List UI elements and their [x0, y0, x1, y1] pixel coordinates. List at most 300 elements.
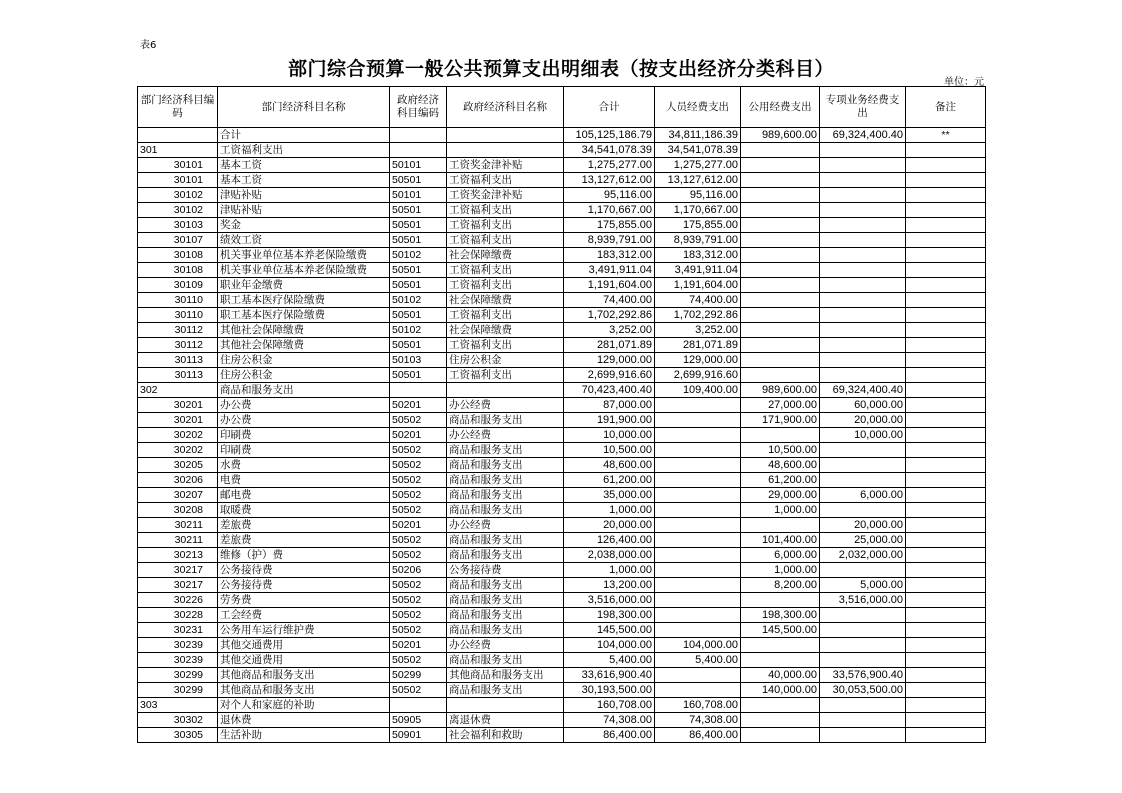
- header-personnel: 人员经费支出: [655, 87, 741, 128]
- cell-dept-name: 商品和服务支出: [218, 383, 390, 398]
- cell-dept-name: 印刷费: [218, 443, 390, 458]
- cell-gov-code: [390, 128, 447, 143]
- cell-dept-name: 机关事业单位基本养老保险缴费: [218, 263, 390, 278]
- cell-gov-code: 50502: [390, 533, 447, 548]
- cell-public: [741, 248, 820, 263]
- cell-total: 35,000.00: [564, 488, 655, 503]
- cell-dept-name: 机关事业单位基本养老保险缴费: [218, 248, 390, 263]
- cell-dept-code: 30108: [138, 263, 218, 278]
- cell-dept-code: 30112: [138, 338, 218, 353]
- cell-public: [741, 713, 820, 728]
- cell-personnel: [655, 518, 741, 533]
- cell-dept-code: 30208: [138, 503, 218, 518]
- cell-total: 30,193,500.00: [564, 683, 655, 698]
- cell-dept-code: 30217: [138, 563, 218, 578]
- cell-note: [906, 638, 986, 653]
- cell-dept-name: 住房公积金: [218, 353, 390, 368]
- cell-special: [820, 503, 906, 518]
- cell-public: [741, 143, 820, 158]
- header-total: 合计: [564, 87, 655, 128]
- cell-public: 29,000.00: [741, 488, 820, 503]
- cell-gov-name: 商品和服务支出: [447, 683, 564, 698]
- header-gov-name: 政府经济科目名称: [447, 87, 564, 128]
- cell-gov-code: 50102: [390, 293, 447, 308]
- cell-dept-name: 退休费: [218, 713, 390, 728]
- cell-dept-code: 30102: [138, 188, 218, 203]
- cell-public: 989,600.00: [741, 383, 820, 398]
- table-row: [138, 443, 986, 458]
- cell-total: 1,170,667.00: [564, 203, 655, 218]
- cell-total: 145,500.00: [564, 623, 655, 638]
- cell-gov-name: 商品和服务支出: [447, 458, 564, 473]
- table-row: [138, 458, 986, 473]
- cell-special: [820, 713, 906, 728]
- table-row: [138, 713, 986, 728]
- cell-gov-code: 50502: [390, 548, 447, 563]
- cell-dept-name: 邮电费: [218, 488, 390, 503]
- cell-note: [906, 398, 986, 413]
- cell-special: 3,516,000.00: [820, 593, 906, 608]
- cell-dept-code: 30110: [138, 293, 218, 308]
- cell-dept-code: 30239: [138, 638, 218, 653]
- cell-dept-code: 30299: [138, 683, 218, 698]
- cell-dept-code: 30109: [138, 278, 218, 293]
- cell-note: [906, 458, 986, 473]
- cell-public: [741, 173, 820, 188]
- cell-special: [820, 353, 906, 368]
- cell-gov-code: 50502: [390, 473, 447, 488]
- cell-gov-code: 50102: [390, 248, 447, 263]
- cell-dept-code: 30202: [138, 428, 218, 443]
- cell-note: [906, 563, 986, 578]
- cell-total: 20,000.00: [564, 518, 655, 533]
- cell-total: 13,127,612.00: [564, 173, 655, 188]
- table-row: [138, 563, 986, 578]
- cell-total: 175,855.00: [564, 218, 655, 233]
- cell-note: [906, 593, 986, 608]
- cell-note: [906, 353, 986, 368]
- cell-note: [906, 383, 986, 398]
- cell-public: 61,200.00: [741, 473, 820, 488]
- cell-gov-code: 50103: [390, 353, 447, 368]
- cell-total: 183,312.00: [564, 248, 655, 263]
- cell-public: [741, 593, 820, 608]
- cell-dept-name: 水费: [218, 458, 390, 473]
- cell-personnel: 1,191,604.00: [655, 278, 741, 293]
- cell-personnel: 13,127,612.00: [655, 173, 741, 188]
- cell-personnel: 34,811,186.39: [655, 128, 741, 143]
- cell-special: 20,000.00: [820, 413, 906, 428]
- cell-total: 198,300.00: [564, 608, 655, 623]
- table-row: [138, 578, 986, 593]
- table-row: [138, 368, 986, 383]
- cell-gov-code: 50905: [390, 713, 447, 728]
- cell-dept-name: 公务用车运行维护费: [218, 623, 390, 638]
- cell-dept-name: 公务接待费: [218, 578, 390, 593]
- cell-dept-code: [138, 128, 218, 143]
- cell-total: 105,125,186.79: [564, 128, 655, 143]
- cell-public: [741, 428, 820, 443]
- cell-dept-name: 职工基本医疗保险缴费: [218, 308, 390, 323]
- cell-dept-code: 30205: [138, 458, 218, 473]
- cell-special: [820, 203, 906, 218]
- cell-gov-code: 50502: [390, 608, 447, 623]
- cell-gov-code: 50501: [390, 203, 447, 218]
- cell-public: [741, 323, 820, 338]
- cell-note: [906, 293, 986, 308]
- cell-dept-code: 30201: [138, 413, 218, 428]
- cell-gov-name: 工资福利支出: [447, 368, 564, 383]
- table-row: [138, 203, 986, 218]
- cell-gov-name: 工资福利支出: [447, 173, 564, 188]
- cell-note: [906, 203, 986, 218]
- cell-gov-name: 工资福利支出: [447, 263, 564, 278]
- cell-note: [906, 158, 986, 173]
- cell-personnel: [655, 623, 741, 638]
- cell-dept-name: 维修（护）费: [218, 548, 390, 563]
- cell-total: 8,939,791.00: [564, 233, 655, 248]
- cell-dept-code: 30211: [138, 518, 218, 533]
- cell-special: [820, 728, 906, 743]
- table-row: [138, 593, 986, 608]
- cell-personnel: [655, 473, 741, 488]
- cell-note: [906, 623, 986, 638]
- cell-public: [741, 653, 820, 668]
- cell-total: 70,423,400.40: [564, 383, 655, 398]
- cell-dept-name: 对个人和家庭的补助: [218, 698, 390, 713]
- cell-gov-name: 工资福利支出: [447, 203, 564, 218]
- cell-note: [906, 233, 986, 248]
- cell-total: 1,702,292.86: [564, 308, 655, 323]
- table-row: [138, 218, 986, 233]
- cell-dept-code: 30231: [138, 623, 218, 638]
- cell-note: [906, 608, 986, 623]
- cell-dept-name: 合计: [218, 128, 390, 143]
- cell-note: [906, 443, 986, 458]
- cell-gov-code: 50501: [390, 173, 447, 188]
- cell-dept-code: 30103: [138, 218, 218, 233]
- cell-special: [820, 698, 906, 713]
- cell-note: [906, 548, 986, 563]
- cell-dept-code: 30226: [138, 593, 218, 608]
- cell-gov-name: [447, 128, 564, 143]
- cell-note: [906, 503, 986, 518]
- cell-dept-code: 30202: [138, 443, 218, 458]
- cell-gov-name: 办公经费: [447, 638, 564, 653]
- cell-personnel: 2,699,916.60: [655, 368, 741, 383]
- cell-gov-name: 离退休费: [447, 713, 564, 728]
- cell-gov-name: 商品和服务支出: [447, 503, 564, 518]
- cell-total: 160,708.00: [564, 698, 655, 713]
- cell-special: [820, 608, 906, 623]
- cell-special: [820, 473, 906, 488]
- cell-note: [906, 533, 986, 548]
- cell-public: [741, 638, 820, 653]
- cell-dept-name: 取暖费: [218, 503, 390, 518]
- cell-total: 74,308.00: [564, 713, 655, 728]
- cell-special: [820, 623, 906, 638]
- cell-dept-name: 工资福利支出: [218, 143, 390, 158]
- table-row: [138, 338, 986, 353]
- table-row: [138, 728, 986, 743]
- cell-special: [820, 248, 906, 263]
- cell-note: [906, 668, 986, 683]
- cell-note: [906, 713, 986, 728]
- cell-dept-name: 公务接待费: [218, 563, 390, 578]
- table-row: [138, 653, 986, 668]
- cell-gov-name: 工资福利支出: [447, 308, 564, 323]
- cell-total: 61,200.00: [564, 473, 655, 488]
- cell-special: [820, 368, 906, 383]
- cell-gov-name: [447, 383, 564, 398]
- unit-label: 单位：元: [944, 77, 984, 88]
- cell-gov-code: 50201: [390, 398, 447, 413]
- cell-special: 6,000.00: [820, 488, 906, 503]
- cell-dept-code: 30107: [138, 233, 218, 248]
- cell-dept-code: 30217: [138, 578, 218, 593]
- cell-personnel: [655, 488, 741, 503]
- cell-gov-name: 办公经费: [447, 428, 564, 443]
- cell-gov-name: 工资奖金津补贴: [447, 188, 564, 203]
- cell-total: 74,400.00: [564, 293, 655, 308]
- cell-total: 10,500.00: [564, 443, 655, 458]
- cell-dept-name: 差旅费: [218, 533, 390, 548]
- cell-gov-code: 50501: [390, 263, 447, 278]
- cell-total: 1,000.00: [564, 563, 655, 578]
- cell-gov-code: 50206: [390, 563, 447, 578]
- cell-gov-code: 50502: [390, 683, 447, 698]
- cell-note: [906, 143, 986, 158]
- cell-public: [741, 218, 820, 233]
- cell-gov-name: 商品和服务支出: [447, 578, 564, 593]
- cell-gov-code: 50101: [390, 188, 447, 203]
- cell-dept-name: 劳务费: [218, 593, 390, 608]
- cell-gov-code: [390, 143, 447, 158]
- cell-gov-name: 工资福利支出: [447, 278, 564, 293]
- cell-note: **: [906, 128, 986, 143]
- cell-total: 191,900.00: [564, 413, 655, 428]
- cell-special: [820, 338, 906, 353]
- cell-public: [741, 233, 820, 248]
- cell-gov-code: 50201: [390, 428, 447, 443]
- table-row: [138, 398, 986, 413]
- cell-personnel: 3,252.00: [655, 323, 741, 338]
- cell-note: [906, 413, 986, 428]
- cell-total: 129,000.00: [564, 353, 655, 368]
- cell-dept-name: 差旅费: [218, 518, 390, 533]
- cell-gov-code: 50101: [390, 158, 447, 173]
- cell-gov-code: 50502: [390, 578, 447, 593]
- cell-dept-name: 其他交通费用: [218, 638, 390, 653]
- cell-total: 1,000.00: [564, 503, 655, 518]
- cell-public: [741, 338, 820, 353]
- cell-special: [820, 278, 906, 293]
- cell-personnel: 129,000.00: [655, 353, 741, 368]
- cell-dept-name: 基本工资: [218, 173, 390, 188]
- table-row: [138, 533, 986, 548]
- table-row: [138, 428, 986, 443]
- cell-total: 95,116.00: [564, 188, 655, 203]
- cell-dept-name: 其他商品和服务支出: [218, 668, 390, 683]
- header-public: 公用经费支出: [741, 87, 820, 128]
- cell-note: [906, 698, 986, 713]
- cell-special: 2,032,000.00: [820, 548, 906, 563]
- cell-gov-name: 工资福利支出: [447, 233, 564, 248]
- cell-personnel: 95,116.00: [655, 188, 741, 203]
- table-row: [138, 383, 986, 398]
- cell-public: [741, 293, 820, 308]
- cell-dept-code: 30113: [138, 368, 218, 383]
- cell-personnel: [655, 503, 741, 518]
- cell-gov-code: 50201: [390, 638, 447, 653]
- cell-note: [906, 728, 986, 743]
- cell-gov-name: 商品和服务支出: [447, 593, 564, 608]
- cell-public: 140,000.00: [741, 683, 820, 698]
- header-special: 专项业务经费支出: [820, 87, 906, 128]
- cell-personnel: 8,939,791.00: [655, 233, 741, 248]
- cell-gov-name: 商品和服务支出: [447, 623, 564, 638]
- cell-public: [741, 308, 820, 323]
- cell-special: [820, 218, 906, 233]
- table-row: [138, 668, 986, 683]
- cell-public: [741, 278, 820, 293]
- cell-public: 198,300.00: [741, 608, 820, 623]
- cell-dept-name: 其他社会保障缴费: [218, 323, 390, 338]
- cell-dept-name: 职业年金缴费: [218, 278, 390, 293]
- cell-personnel: 109,400.00: [655, 383, 741, 398]
- cell-public: 145,500.00: [741, 623, 820, 638]
- table-row: [138, 623, 986, 638]
- cell-public: [741, 368, 820, 383]
- cell-gov-code: 50102: [390, 323, 447, 338]
- cell-personnel: [655, 413, 741, 428]
- cell-public: [741, 263, 820, 278]
- table-row: [138, 158, 986, 173]
- cell-total: 1,191,604.00: [564, 278, 655, 293]
- cell-gov-name: 商品和服务支出: [447, 608, 564, 623]
- table-row: [138, 473, 986, 488]
- cell-public: 27,000.00: [741, 398, 820, 413]
- cell-special: [820, 188, 906, 203]
- cell-dept-code: 30228: [138, 608, 218, 623]
- cell-special: 69,324,400.40: [820, 383, 906, 398]
- cell-dept-code: 30101: [138, 158, 218, 173]
- cell-special: [820, 158, 906, 173]
- cell-special: 10,000.00: [820, 428, 906, 443]
- cell-gov-code: 50201: [390, 518, 447, 533]
- cell-dept-code: 30239: [138, 653, 218, 668]
- cell-special: 20,000.00: [820, 518, 906, 533]
- cell-personnel: [655, 608, 741, 623]
- cell-personnel: 74,308.00: [655, 713, 741, 728]
- cell-personnel: 5,400.00: [655, 653, 741, 668]
- cell-special: [820, 323, 906, 338]
- cell-dept-code: 30201: [138, 398, 218, 413]
- cell-dept-code: 30213: [138, 548, 218, 563]
- cell-total: 48,600.00: [564, 458, 655, 473]
- cell-special: [820, 173, 906, 188]
- cell-total: 104,000.00: [564, 638, 655, 653]
- cell-personnel: [655, 563, 741, 578]
- table-row: [138, 143, 986, 158]
- expenditure-table: [137, 86, 986, 743]
- cell-total: 2,699,916.60: [564, 368, 655, 383]
- cell-dept-name: 职工基本医疗保险缴费: [218, 293, 390, 308]
- table-row: [138, 173, 986, 188]
- cell-total: 2,038,000.00: [564, 548, 655, 563]
- cell-gov-code: 50299: [390, 668, 447, 683]
- cell-gov-code: 50501: [390, 368, 447, 383]
- cell-dept-name: 奖金: [218, 218, 390, 233]
- table-row: [138, 233, 986, 248]
- cell-note: [906, 338, 986, 353]
- cell-public: [741, 158, 820, 173]
- cell-public: [741, 698, 820, 713]
- cell-gov-name: 工资奖金津补贴: [447, 158, 564, 173]
- cell-gov-code: [390, 383, 447, 398]
- cell-dept-name: 住房公积金: [218, 368, 390, 383]
- cell-note: [906, 173, 986, 188]
- cell-dept-name: 津贴补贴: [218, 188, 390, 203]
- table-row: [138, 353, 986, 368]
- cell-gov-code: 50502: [390, 458, 447, 473]
- cell-note: [906, 368, 986, 383]
- cell-total: 5,400.00: [564, 653, 655, 668]
- cell-total: 126,400.00: [564, 533, 655, 548]
- cell-note: [906, 518, 986, 533]
- table-row: [138, 278, 986, 293]
- cell-special: [820, 143, 906, 158]
- cell-gov-name: 工资福利支出: [447, 338, 564, 353]
- cell-special: [820, 263, 906, 278]
- cell-note: [906, 323, 986, 338]
- cell-note: [906, 263, 986, 278]
- cell-special: [820, 293, 906, 308]
- cell-dept-name: 电费: [218, 473, 390, 488]
- cell-special: 33,576,900.40: [820, 668, 906, 683]
- cell-note: [906, 428, 986, 443]
- cell-dept-code: 30112: [138, 323, 218, 338]
- cell-gov-name: [447, 698, 564, 713]
- cell-gov-name: 社会保障缴费: [447, 293, 564, 308]
- cell-personnel: 34,541,078.39: [655, 143, 741, 158]
- cell-personnel: 74,400.00: [655, 293, 741, 308]
- cell-personnel: 1,170,667.00: [655, 203, 741, 218]
- cell-total: 33,616,900.40: [564, 668, 655, 683]
- cell-gov-code: 50501: [390, 308, 447, 323]
- cell-dept-code: 30101: [138, 173, 218, 188]
- header-dept-name: 部门经济科目名称: [218, 87, 390, 128]
- cell-gov-code: 50501: [390, 218, 447, 233]
- cell-gov-code: 50502: [390, 503, 447, 518]
- table-row: [138, 323, 986, 338]
- cell-special: [820, 443, 906, 458]
- table-row: [138, 683, 986, 698]
- cell-dept-code: 301: [138, 143, 218, 158]
- cell-public: [741, 353, 820, 368]
- cell-personnel: [655, 428, 741, 443]
- cell-dept-code: 30211: [138, 533, 218, 548]
- cell-total: 3,516,000.00: [564, 593, 655, 608]
- cell-dept-code: 30108: [138, 248, 218, 263]
- cell-personnel: 1,702,292.86: [655, 308, 741, 323]
- cell-dept-name: 津贴补贴: [218, 203, 390, 218]
- cell-public: 10,500.00: [741, 443, 820, 458]
- cell-gov-name: [447, 143, 564, 158]
- cell-personnel: 183,312.00: [655, 248, 741, 263]
- cell-dept-name: 其他商品和服务支出: [218, 683, 390, 698]
- table-row: [138, 248, 986, 263]
